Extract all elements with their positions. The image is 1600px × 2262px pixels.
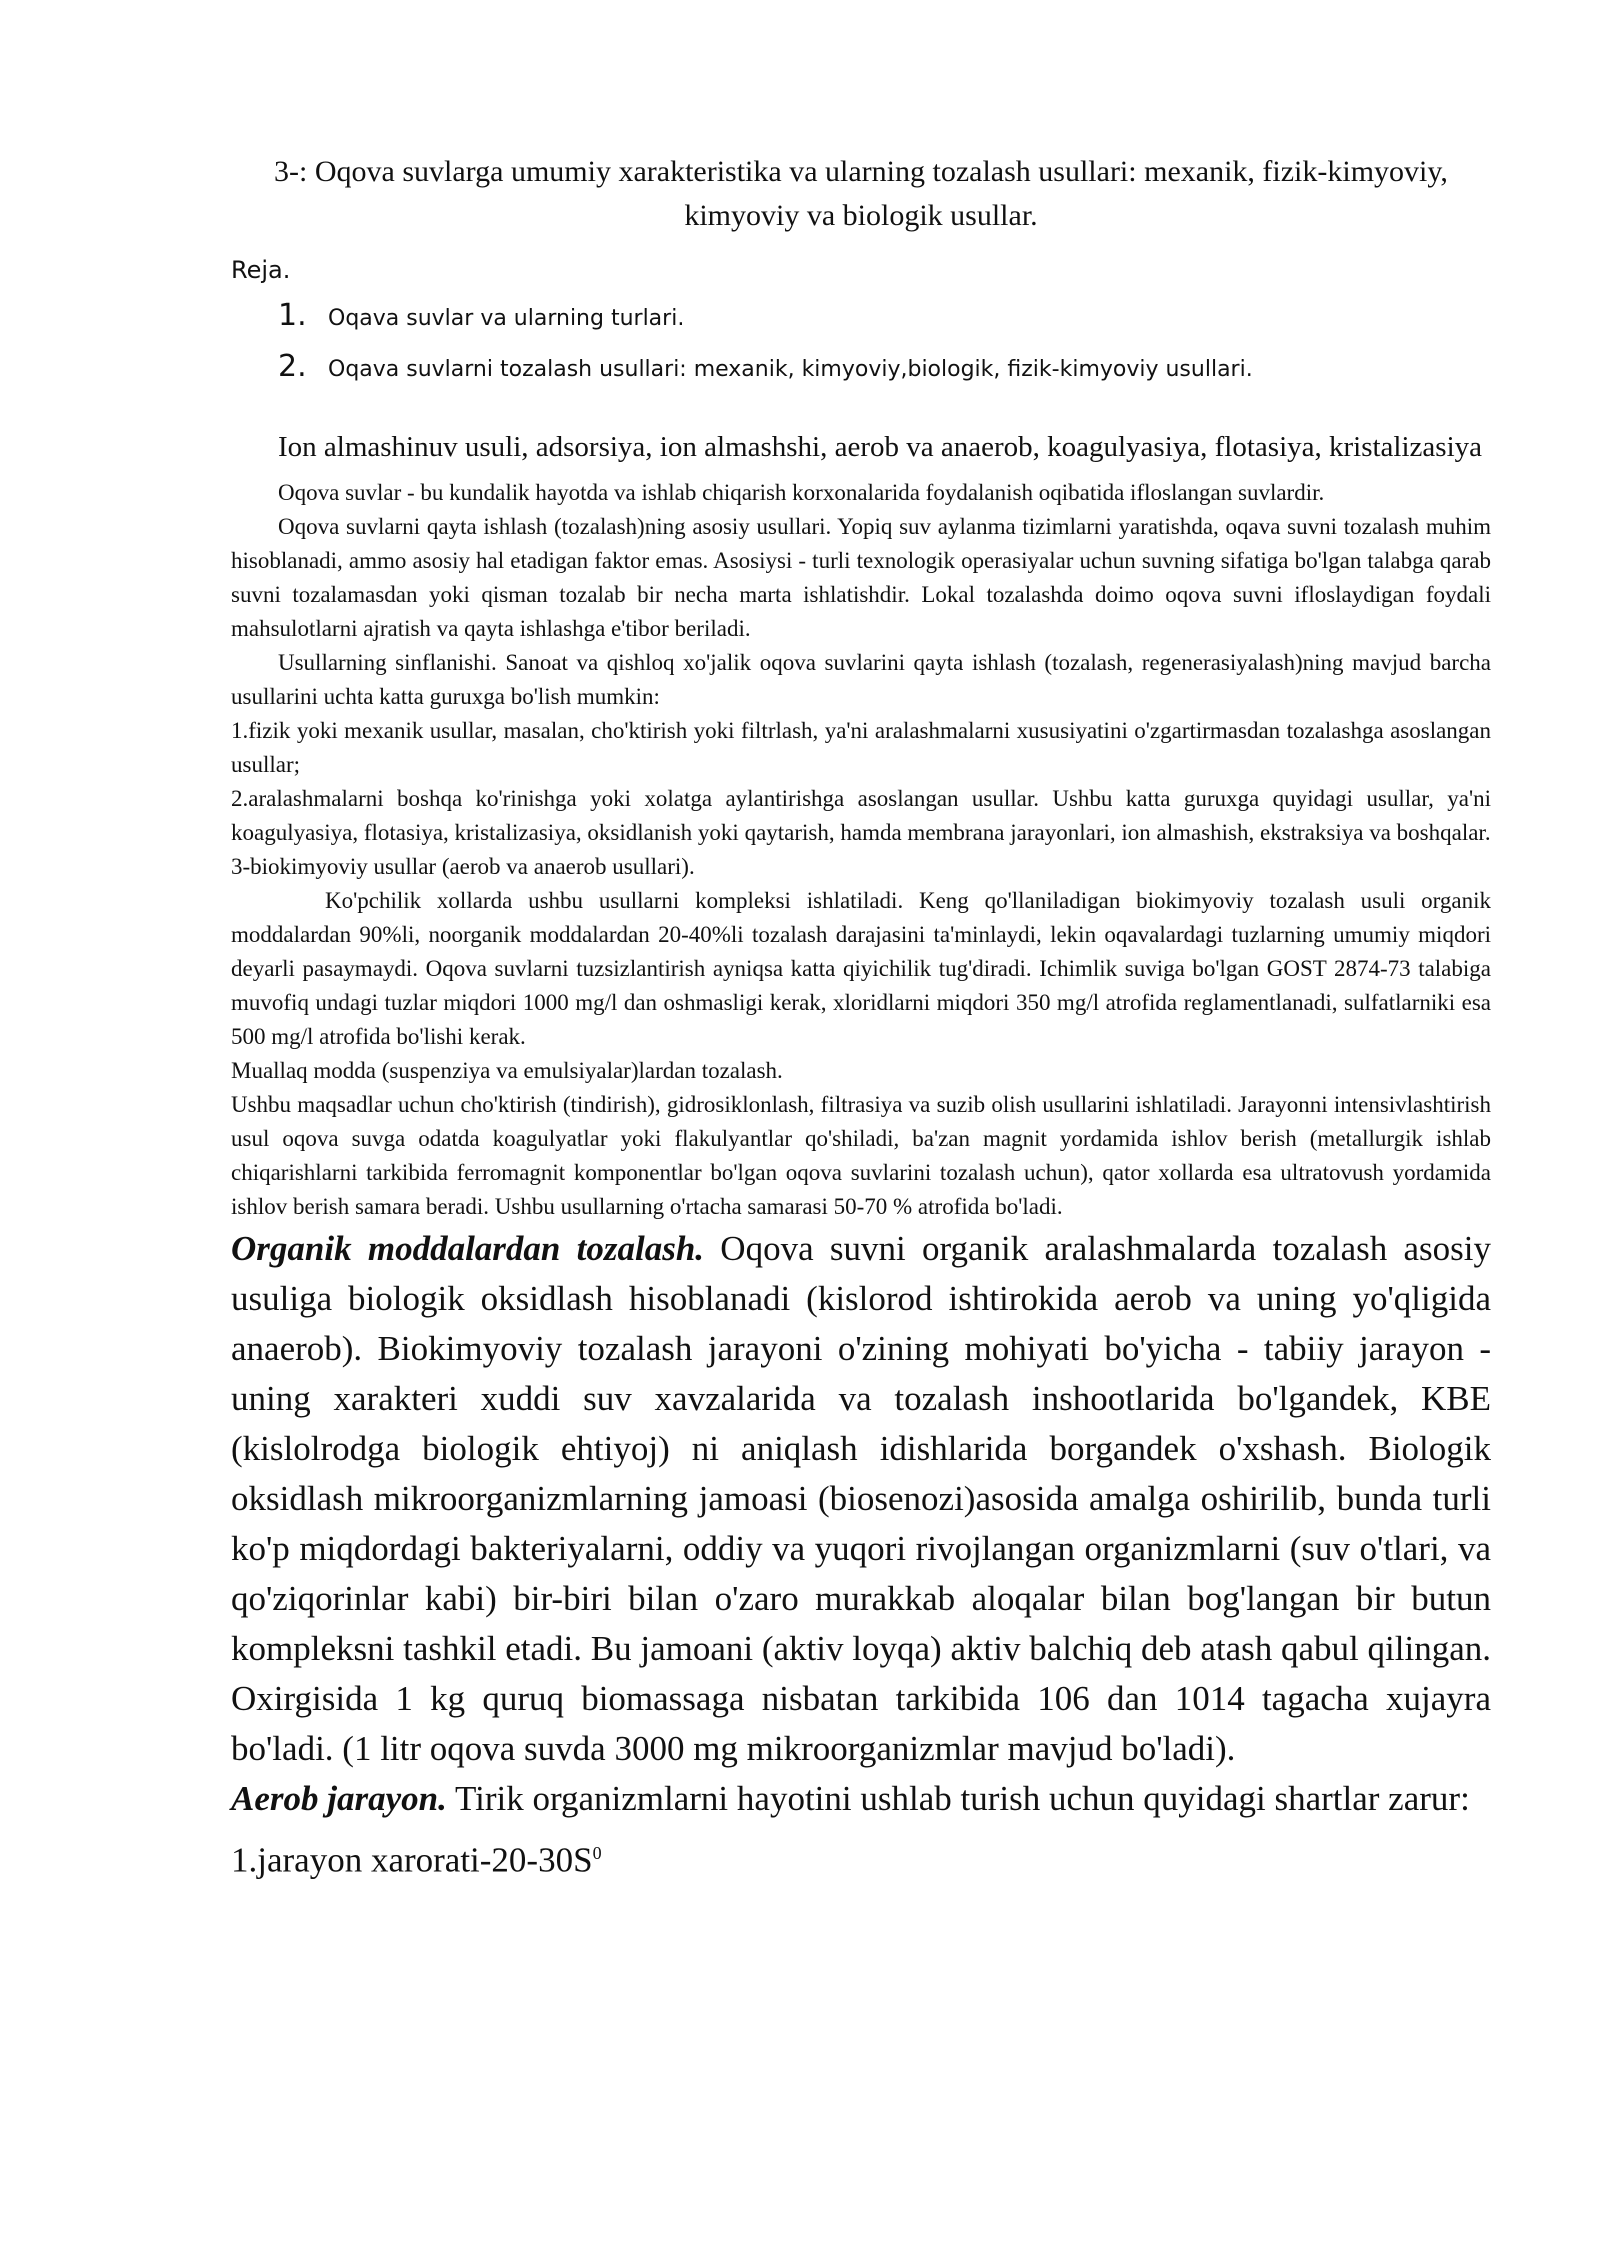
document-page xyxy=(231,150,1491,1886)
paragraph-method-2: 2.aralashmalarni boshqa ko'rinishga yoki xolatga aylantirishga asoslangan usullar. Ushbu katta guruxga quyidagi usullar, ya'ni koagulyasiya, flotasiya, kristalizasiya, oksidlanish yoki qaytarish, hamda membrana jarayonlari, ion almashish, ekstraksiya va boshqalar. xyxy=(231,786,1491,845)
paragraph-main-methods: Oqova suvlarni qayta ishlash (tozalash)ning asosiy usullari. Yopiq suv aylanma tizimlarni yaratishda, oqava suvni tozalash muhim hisoblanadi, ammo asosiy hal etadigan faktor emas. Asosiysi - turli texnologik operasiyalar uchun suvning sifatiga bo'lgan talabga qarab suvni tozalamasdan yoki qisman tozalab bir necha marta ishlatishdir. Lokal tozalashda doimo oqova suvni ifloslaydigan foydali mahsulotlarni ajratish va qayta ishlashga e'tibor beriladi. xyxy=(231,514,1491,641)
keywords-paragraph: Ion almashinuv usuli, adsorsiya, ion almashshi, aerob va anaerob, koagulyasiya, flotasiya, kristalizasiya xyxy=(278,431,1482,463)
organic-body: Oqova suvni organik aralashmalarda tozalash asosiy usuliga biologik oksidlash hisoblanadi (kislorod ishtirokida aerob va uning yo'qligida anaerob). Biokimyoviy tozalash jarayoni o'zining mohiyati bo'yicha - tabiiy jarayon - uning xarakteri xuddi suv xavzalarida va tozalash inshootlarida bo'lgandek, KBE (kislolrodga biologik ehtiyoj) ni aniqlash idishlarida borgandek o'xshash. Biologik oksidlash mikroorganizmlarning jamoasi (biosenozi)asosida amalga oshirilib, bunda turli ko'p miqdordagi bakteriyalarni, oddiy va yuqori rivojlangan organizmlarni (suv o'tlari, va qo'ziqorinlar kabi) bir-biri bilan o'zaro murakkab aloqalar bilan bog'langan bir butun kompleksni tashkil etadi. Bu jamoani (aktiv loyqa) aktiv balchiq deb atash qabul qilingan. Oxirgisida 1 kg quruq biomassaga nisbatan tarkibida 106 dan 1014 tagacha xujayra bo'ladi. (1 litr oqova suvda 3000 mg mikroorganizmlar mavjud bo'ladi). xyxy=(231,1229,1492,1768)
paragraph-method-1: 1.fizik yoki mexanik usullar, masalan, cho'ktirish yoki filtrlash, ya'ni aralashmalarni xususiyatini o'zgartirmasdan tozalashga asoslangan usullar; xyxy=(231,718,1491,777)
plan-item-text: Oqava suvlar va ularning turlari. xyxy=(328,306,685,331)
paragraph-suspended-body: Ushbu maqsadlar uchun cho'ktirish (tindirish), gidrosiklonlash, filtrasiya va suzib olish usullarini ishlatiladi. Jarayonni intensivlashtirish usul oqova suvga odatda koagulyatlar yoki flakulyantlar qo'shiladi, ba'zan magnit yordamida ishlov berish (metallurgik ishlab chiqarishlarni tarkibida ferromagnit komponentlar bo'lgan oqova suvlarini tozalash uchun), qator xollarda esa ultratovush yordamida ishlov berish samara beradi. Ushbu usullarning o'rtacha samarasi 50-70 % atrofida bo'ladi. xyxy=(231,1092,1491,1219)
paragraph-condition-1 xyxy=(231,1828,1491,1886)
plan-item xyxy=(231,298,1491,333)
degree-superscript: 0 xyxy=(592,1843,602,1863)
paragraph-suspended-heading: Muallaq modda (suspenziya va emulsiyalar)lardan tozalash. xyxy=(231,1058,783,1083)
paragraph-classification: Usullarning sinflanishi. Sanoat va qishloq xo'jalik oqova suvlarini qayta ishlash (tozalash, regenerasiyalash)ning mavjud barcha usullarini uchta katta guruxga bo'lish mumkin: xyxy=(231,650,1491,709)
condition-text: 1.jarayon xarorati-20-30S xyxy=(231,1840,593,1880)
paragraph-definition: Oqova suvlar - bu kundalik hayotda va ishlab chiqarish korxonalarida foydalanish oqibatida ifloslangan suvlardir. xyxy=(278,480,1325,505)
plan-item xyxy=(231,349,1491,384)
aerob-body: Tirik organizmlarni hayotini ushlab turish uchun quyidagi shartlar zarur: xyxy=(446,1779,1470,1818)
paragraph-organic xyxy=(231,1224,1491,1774)
paragraph-method-3: 3-biokimyoviy usullar (aerob va anaerob usullari). xyxy=(231,854,695,879)
plan-item-text: Oqava suvlarni tozalash usullari: mexanik, kimyoviy,biologik, fizik-kimyoviy usullari. xyxy=(328,357,1253,382)
plan-item-number: 2. xyxy=(278,349,307,384)
plan-item-number: 1. xyxy=(278,298,307,333)
plan-list xyxy=(231,298,1491,384)
aerob-heading: Aerob jarayon. xyxy=(231,1779,447,1818)
document-title: 3-: Oqova suvlarga umumiy xarakteristika va ularning tozalash usullari: mexanik, fizik-kimyoviy, kimyoviy va biologik usullar. xyxy=(274,155,1448,232)
paragraph-complex: Ko'pchilik xollarda ushbu usullarni kompleksi ishlatiladi. Keng qo'llaniladigan biokimyoviy tozalash usuli organik moddalardan 90%li, noorganik moddalardan 20-40%li tozalash darajasini ta'minlaydi, lekin oqavalardagi tuzlarning umumiy miqdori deyarli pasaymaydi. Oqova suvlarni tuzsizlantirish ayniqsa katta qiyichilik tug'diradi. Ichimlik suviga bo'lgan GOST 2874-73 talabiga muvofiq undagi tuzlar miqdori 1000 mg/l dan oshmasligi kerak, xloridlarni miqdori 350 mg/l atrofida reglamentlanadi, sulfatlarniki esa 500 mg/l atrofida bo'lishi kerak. xyxy=(231,888,1491,1049)
plan-label: Reja. xyxy=(231,256,291,284)
paragraph-aerob xyxy=(231,1774,1491,1824)
organic-heading: Organik moddalardan tozalash. xyxy=(231,1229,705,1268)
